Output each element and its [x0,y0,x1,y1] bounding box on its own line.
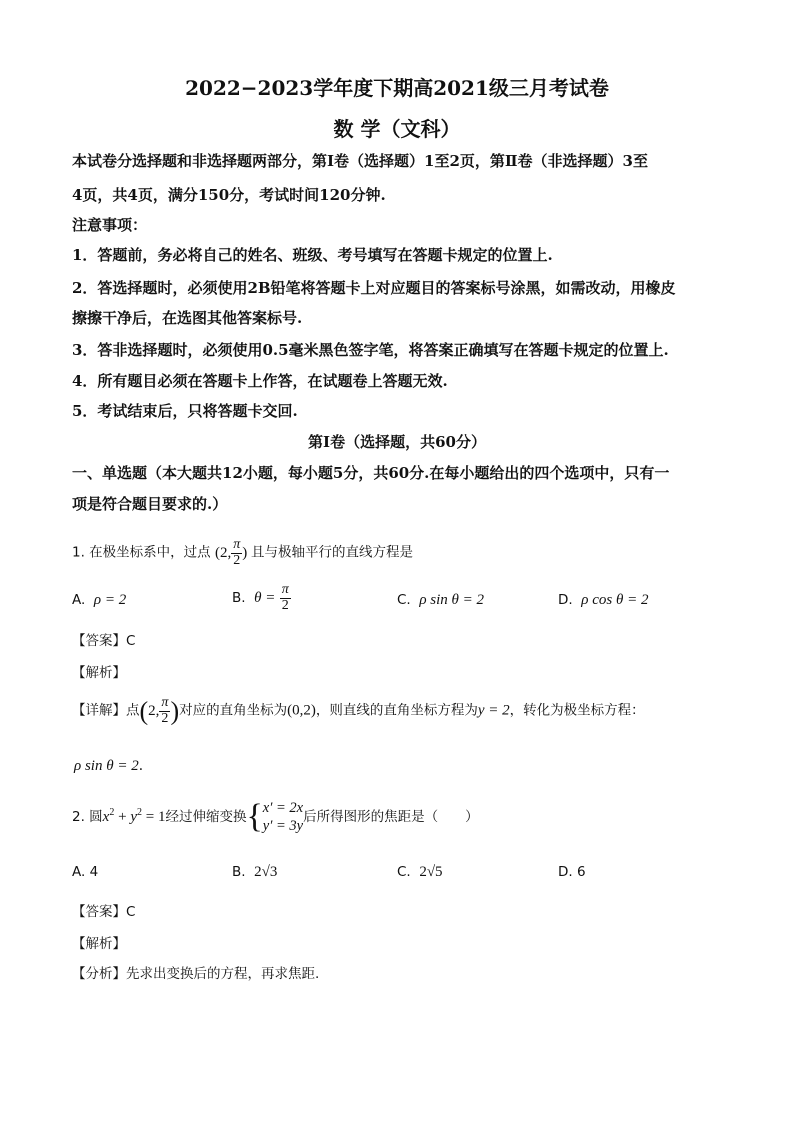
q2-circle-y: y [130,809,137,826]
q2-transform-eq1: x′ = 2x [262,800,304,816]
q2-option-c-label: C. [397,864,411,880]
q1-detail-period: . [138,758,143,774]
q2-prefix: 2. 圆 [72,809,103,826]
q1-detail-eq: y = 2 [477,702,510,719]
q1-point-open: (2, [214,544,232,561]
q2-analysis-text: 【分析】先求出变换后的方程，再求焦距. [72,966,320,982]
q1-option-b [232,583,291,613]
q1-answer: 【答案】C [72,633,136,649]
q2-option-c-text: 2√5 [419,864,443,880]
q1-option-a-text: ρ = 2 [93,592,127,608]
notes-heading: 注意事项： [72,216,148,234]
q2-option-a-text: 4 [89,864,99,880]
question-1 [72,538,413,568]
q1-detail-mid2: ，则直线的直角坐标方程为 [315,702,478,719]
note-2b: 擦擦干净后，在选图其他答案标号. [72,309,303,327]
q1-option-d-label: D. [558,592,573,608]
q2-circle-plus: + [114,809,131,826]
q1-detail-result [74,758,143,775]
q2-option-a [72,864,98,880]
q2-option-d [558,864,586,880]
q1-point [214,537,251,568]
q2-option-b-label: B. [232,864,246,880]
q1-detail-point: 2, [148,702,160,719]
q1-option-a-label: A. [72,592,86,608]
q1-option-c-label: C. [397,592,411,608]
q2-suffix: 后所得图形的焦距是（ ） [303,809,479,826]
q1-point-close: ) [242,544,248,561]
q1-detail-end: ，转化为极坐标方程： [509,702,645,719]
q1-frac-den: 2 [233,552,241,568]
q1-detail-num: π [161,695,169,710]
q2-circle-x: x [102,809,110,826]
note-4: 4．所有题目必须在答题卡上作答，在试题卷上答题无效. [72,372,448,390]
q2-option-b [232,864,277,881]
q2-option-a-label: A. [72,864,86,880]
q1-option-b-num: π [281,582,289,597]
note-3: 3．答非选择题时，必须使用0.5毫米黑色签字笔，将答案正确填写在答题卡规定的位置上. [72,341,669,359]
q2-mid: 经过伸缩变换 [165,809,247,826]
q1-detail-tag: 【详解】点 [72,702,140,719]
q1-option-c-text: ρ sin θ = 2 [419,592,485,608]
section-heading: 第Ⅰ卷（选择题，共60分） [308,433,486,451]
q1-option-b-label: B. [232,590,246,607]
q1-suffix: 且与极轴平行的直线方程是 [250,544,413,561]
q2-option-d-text: 6 [576,864,586,880]
note-2a: 2．答选择题时，必须使用2B铅笔将答题卡上对应题目的答案标号涂黑，如需改动，用橡皮 [72,279,676,297]
q2-circle-rhs: = 1 [141,809,166,826]
q1-analysis-tag: 【解析】 [72,665,126,681]
exam-title: 2022−2023学年度下期高2021级三月考试卷 [185,76,609,100]
q2-option-d-label: D. [558,864,573,880]
intro-line-2: 4页，共4页，满分150分，考试时间120分钟. [72,186,386,204]
q1-prefix: 1. 在极坐标系中，过点 [72,544,211,561]
q2-option-b-text: 2√3 [254,864,278,880]
q1-option-b-den: 2 [281,597,289,613]
q1-detail-den: 2 [161,710,169,726]
note-5: 5．考试结束后，只将答题卡交回. [72,402,298,420]
q1-detail-coord: (0,2) [287,702,316,719]
q1-detail: 【详解】点(2, $\frac{\pi}{2}$ )对应的直角坐标为(0,2)，则直线的直角坐标方程为y = 2，转化为极坐标方程： [72,695,645,726]
part-instruction-1: 一、单选题（本大题共12小题，每小题5分，共60分.在每小题给出的四个选项中，只有一 [72,464,670,482]
q2-transform-eq2: y′ = 3y [262,818,304,835]
q1-detail-result-text: ρ sin θ = 2 [74,758,139,774]
q1-option-d-text: ρ cos θ = 2 [581,592,649,608]
question-2: 2. 圆$x^2 + y^2 = 1$经过伸缩变换{ x′ = 2x y′ = 3y 后所得图形的焦距是（ ） [72,798,479,836]
q1-option-c [397,592,484,609]
q1-detail-mid: 对应的直角坐标为 [179,702,288,719]
note-1: 1．答题前，务必将自己的姓名、班级、考号填写在答题卡规定的位置上. [72,246,553,264]
q1-option-a [72,592,126,609]
q1-option-d [558,592,648,609]
q1-frac-num: π [233,537,241,552]
part-instruction-2: 项是符合题目要求的.） [72,495,228,513]
q2-answer: 【答案】C [72,904,136,920]
q2-analysis-tag: 【解析】 [72,936,126,952]
q1-option-b-lhs: θ = [254,590,276,607]
exam-subtitle: 数 学（文科） [333,117,461,141]
intro-line-1: 本试卷分选择题和非选择题两部分，第Ⅰ卷（选择题）1至2页，第Ⅱ卷（非选择题）3至 [72,152,648,170]
q2-option-c [397,864,443,881]
